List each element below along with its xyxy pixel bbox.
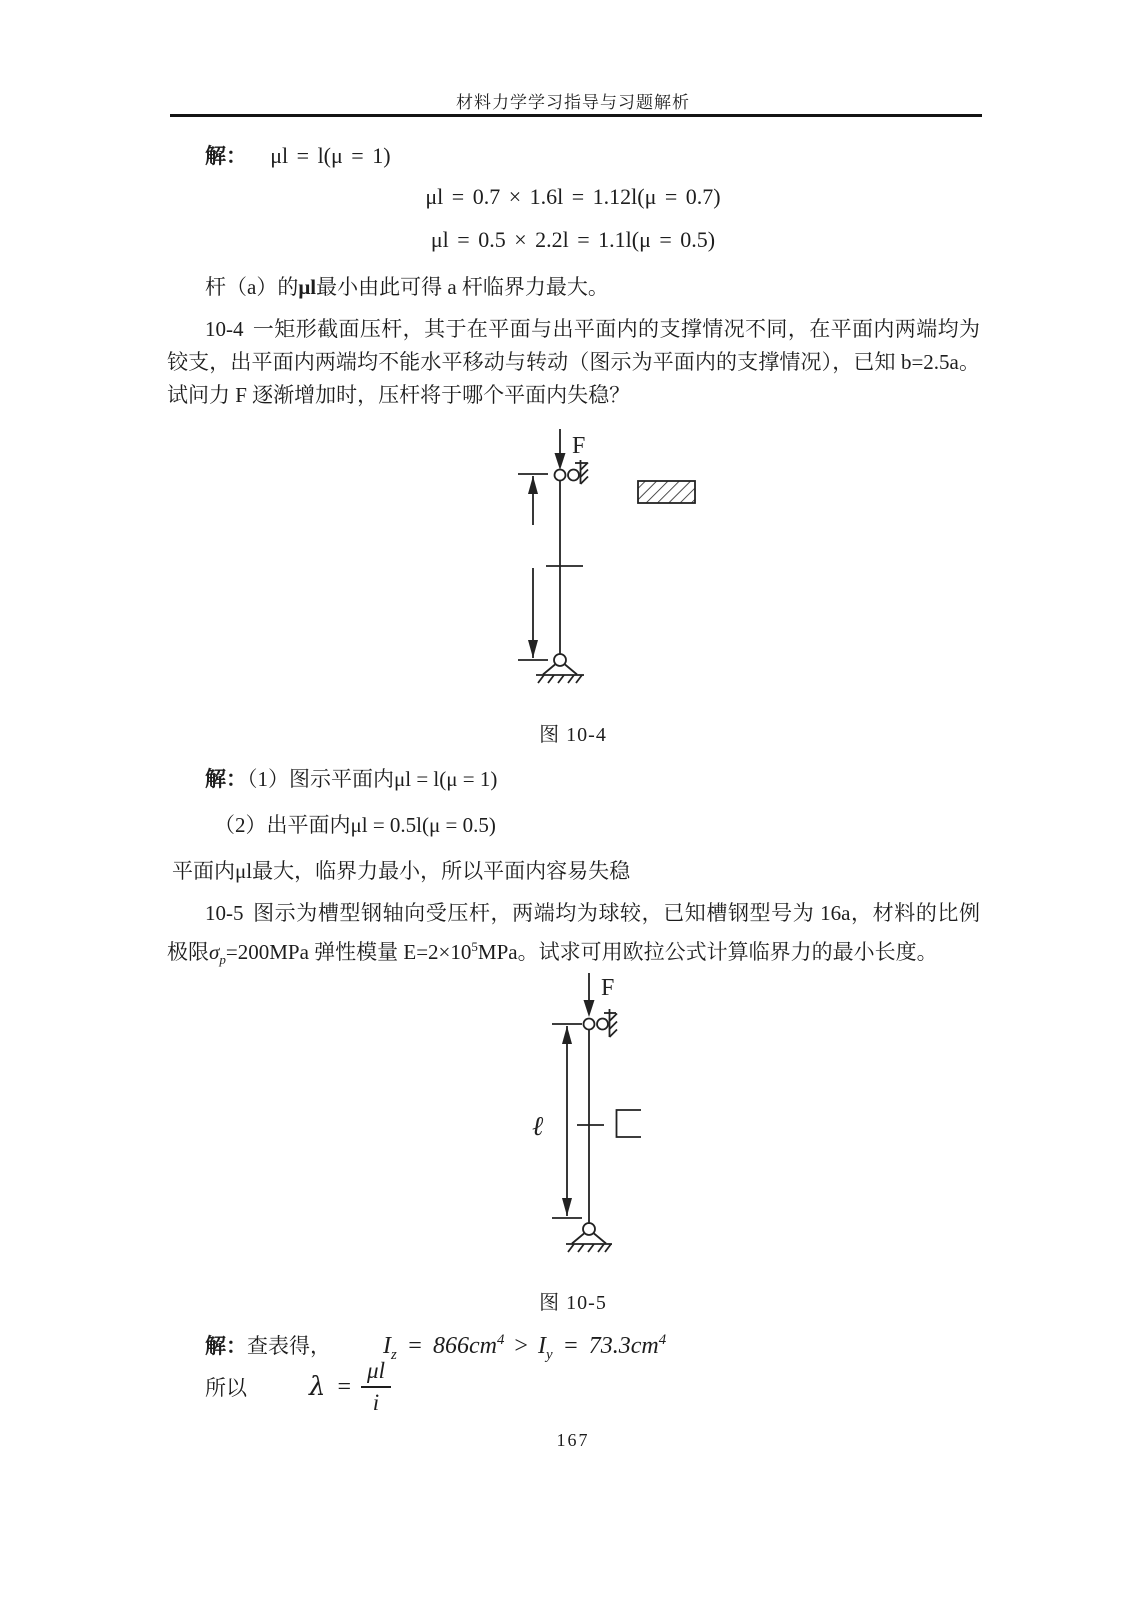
length-label: ℓ — [532, 1111, 544, 1141]
figure-10-5-diagram — [430, 953, 720, 1265]
figure-10-4-caption: 图 10-4 — [539, 724, 607, 746]
equation-mu-l-1: μl = l(μ = 1) — [270, 143, 391, 168]
solution-label: 解： — [205, 767, 247, 791]
channel-section-icon — [617, 1110, 642, 1137]
solution-10-4-line3: 平面内μl最大，临界力最小，所以平面内容易失稳 — [172, 859, 631, 883]
dimension-line — [552, 1024, 582, 1218]
equation-mu-l-05: μl = 0.5 × 2.2l = 1.1l(μ = 0.5) — [430, 227, 716, 252]
page-header-title: 材料力学学习指导与习题解析 — [456, 93, 690, 112]
solution-top-line1 — [205, 140, 391, 170]
exponent: 5 — [471, 939, 478, 954]
problem-text-part1: 图示为槽型钢轴向受压杆，两端均为球较，已知槽钢型号为 16a，材料的比例极限 — [167, 901, 980, 964]
dimension-line — [518, 474, 548, 660]
column-bar — [546, 481, 583, 655]
problem-10-4-statement — [167, 313, 980, 412]
page-number: 167 — [556, 1430, 590, 1450]
column-bar — [577, 1030, 604, 1225]
sigma-subscript: p — [219, 952, 226, 968]
bottom-pin-support-icon — [566, 1223, 612, 1252]
conclusion-line — [205, 271, 609, 301]
problem-number: 10-4 — [205, 317, 244, 341]
solution-label: 解： — [205, 1334, 247, 1358]
so-text: 所以 — [205, 1376, 247, 1400]
problem-number: 10-5 — [205, 901, 244, 925]
cross-section-icon — [638, 481, 695, 503]
figure-10-5-caption: 图 10-5 — [539, 1292, 607, 1314]
equation-mu-l-07: μl = 0.7 × 1.6l = 1.12l(μ = 0.7) — [425, 184, 721, 209]
conclusion-pre: 杆（a）的 — [205, 275, 299, 299]
problem-text: 一矩形截面压杆，其于在平面与出平面内的支撑情况不同，在平面内两端均为铰支，出平面内两端均不能水平移动与转动（图示为平面内的支撑情况），已知 b=2.5a。试问力 F 逐渐增加时，压杆将于哪个平面内失稳？ — [167, 317, 980, 407]
sigma-symbol: σ — [209, 940, 220, 964]
inertia-formula: $I_z = 866cm^4 > I_y = 73.3cm^4$ — [383, 1332, 667, 1363]
lambda-symbol: λ — [309, 1372, 326, 1402]
solution-10-4-line1 — [205, 763, 497, 793]
slenderness-fraction — [361, 1359, 391, 1415]
solution-intro: 查表得， — [247, 1334, 331, 1358]
solution-10-5-line2 — [205, 1357, 391, 1415]
equals-sign: = — [337, 1373, 352, 1400]
bottom-pin-support-icon — [536, 654, 584, 683]
force-arrow-icon — [584, 973, 595, 1017]
conclusion-post: 最小由此可得 a 杆临界力最大。 — [316, 275, 609, 299]
fraction-numerator: μl — [361, 1359, 391, 1388]
problem-text-part3: MPa。试求可用欧拉公式计算临界力的最小长度。 — [477, 940, 938, 964]
solution-10-4-line2: （2）出平面内μl = 0.5l(μ = 0.5) — [214, 813, 496, 837]
solution-label: 解： — [205, 144, 247, 168]
figure-10-4-diagram — [430, 413, 720, 693]
conclusion-emphasis: μl — [298, 275, 317, 299]
header-rule — [170, 114, 982, 117]
force-label: F — [572, 433, 586, 459]
solution-10-5-line1 — [205, 1330, 666, 1364]
force-arrow-icon — [555, 429, 566, 470]
fraction-denominator: i — [372, 1390, 380, 1415]
force-label: F — [601, 975, 615, 1001]
solution-text: （1）图示平面内μl = l(μ = 1) — [247, 767, 498, 791]
problem-text-part2: =200MPa 弹性模量 E=2×10 — [225, 940, 472, 964]
